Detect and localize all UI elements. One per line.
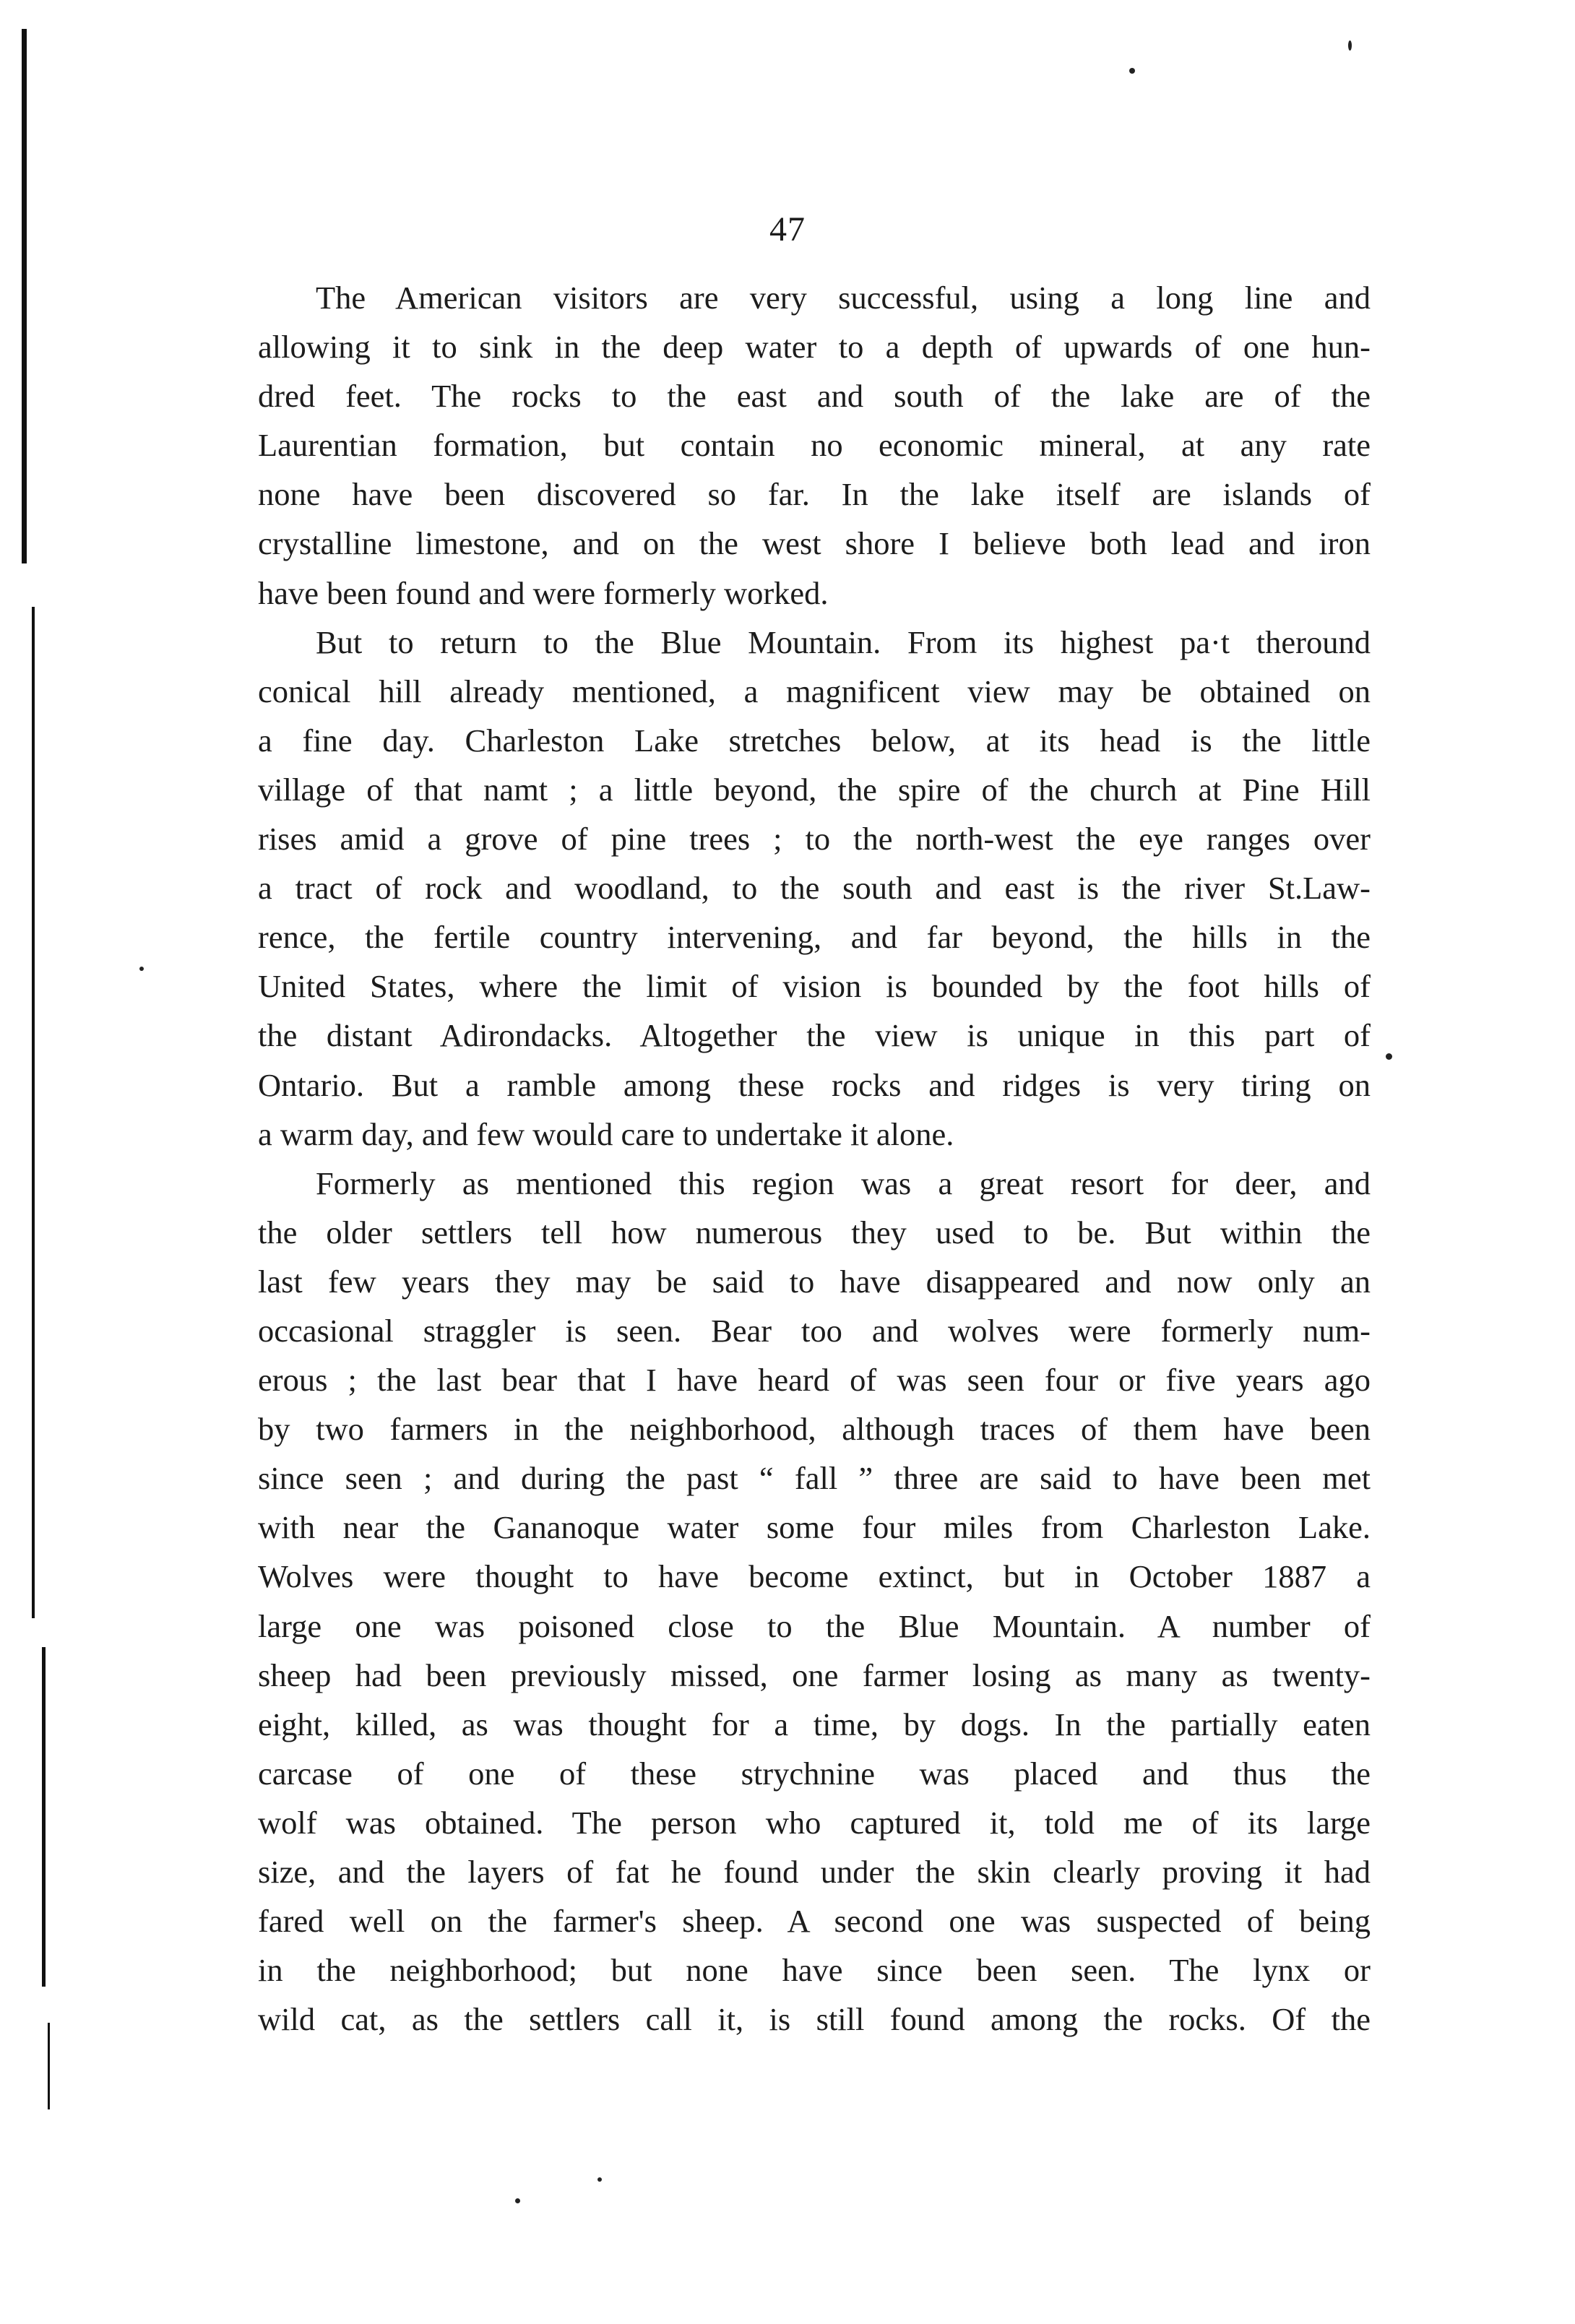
scan-edge-mark bbox=[22, 29, 27, 563]
scan-speck bbox=[139, 967, 144, 971]
text-line: conical hill already mentioned, a magnificent view may be obtained on bbox=[258, 673, 1371, 709]
scan-speck bbox=[1129, 68, 1135, 74]
text-line: Ontario. But a ramble among these rocks and ridges is very tiring on bbox=[258, 1066, 1371, 1103]
text-line: Laurentian formation, but contain no economic mineral, at any rate bbox=[258, 427, 1371, 464]
text-line: wolf was obtained. The person who captured it, told me of its large bbox=[258, 1804, 1371, 1841]
scan-edge-mark bbox=[48, 2023, 50, 2109]
text-line: rence, the fertile country intervening, and far beyond, the hills in the bbox=[258, 919, 1371, 956]
body-text bbox=[258, 273, 1371, 2044]
text-line: a tract of rock and woodland, to the south and east is the river St.Law- bbox=[258, 870, 1371, 907]
text-line: none have been discovered so far. In the lake itself are islands of bbox=[258, 476, 1371, 513]
scan-speck bbox=[597, 2177, 602, 2182]
text-line: the older settlers tell how numerous they used to be. But within the bbox=[258, 1214, 1371, 1250]
text-line: United States, where the limit of vision is bounded by the foot hills of bbox=[258, 968, 1371, 1005]
text-line: village of that namt ; a little beyond, the spire of the church at Pine Hill bbox=[258, 771, 1371, 808]
text-line: wild cat, as the settlers call it, is still found among the rocks. Of the bbox=[258, 2001, 1371, 2038]
scan-speck bbox=[1386, 1053, 1392, 1060]
text-line: carcase of one of these strychnine was placed and thus the bbox=[258, 1755, 1371, 1792]
text-line: sheep had been previously missed, one farmer losing as many as twenty- bbox=[258, 1656, 1371, 1693]
text-line: But to return to the Blue Mountain. From its highest pa·t theround bbox=[316, 623, 1371, 660]
text-line: rises amid a grove of pine trees ; to the north-west the eye ranges over bbox=[258, 821, 1371, 858]
scan-speck bbox=[515, 2198, 520, 2203]
text-line: last few years they may be said to have disappeared and now only an bbox=[258, 1263, 1371, 1300]
text-line: occasional straggler is seen. Bear too and wolves were formerly num- bbox=[258, 1312, 1371, 1349]
scan-edge-mark bbox=[32, 607, 35, 1618]
scan-edge-mark bbox=[42, 1647, 46, 1987]
text-line: Wolves were thought to have become extinct, but in October 1887 a bbox=[258, 1558, 1371, 1595]
text-line: eight, killed, as was thought for a time, by dogs. In the partially eaten bbox=[258, 1706, 1371, 1742]
text-line: The American visitors are very successful, using a long line and bbox=[316, 280, 1371, 316]
scan-speck bbox=[1348, 40, 1352, 51]
text-line: erous ; the last bear that I have heard of was seen four or five years ago bbox=[258, 1362, 1371, 1399]
text-line: since seen ; and during the past “ fall ” three are said to have been met bbox=[258, 1460, 1371, 1497]
page-number: 47 bbox=[769, 210, 806, 249]
text-line: allowing it to sink in the deep water to a depth of upwards of one hun- bbox=[258, 329, 1371, 366]
text-line: a fine day. Charleston Lake stretches below, at its head is the little bbox=[258, 722, 1371, 759]
text-line: the distant Adirondacks. Altogether the view is unique in this part of bbox=[258, 1017, 1371, 1054]
text-line: by two farmers in the neighborhood, although traces of them have been bbox=[258, 1411, 1371, 1448]
text-line: fared well on the farmer's sheep. A second one was suspected of being bbox=[258, 1903, 1371, 1940]
text-line: Formerly as mentioned this region was a great resort for deer, and bbox=[316, 1165, 1371, 1201]
text-line: size, and the layers of fat he found under the skin clearly proving it had bbox=[258, 1854, 1371, 1890]
text-line: in the neighborhood; but none have since been seen. The lynx or bbox=[258, 1952, 1371, 1989]
text-line: have been found and were formerly worked. bbox=[258, 574, 829, 611]
text-line: dred feet. The rocks to the east and south of the lake are of the bbox=[258, 378, 1371, 415]
text-line: large one was poisoned close to the Blue Mountain. A number of bbox=[258, 1607, 1371, 1644]
text-line: a warm day, and few would care to undertake it alone. bbox=[258, 1115, 954, 1152]
text-line: crystalline limestone, and on the west shore I believe both lead and iron bbox=[258, 525, 1371, 562]
text-line: with near the Gananoque water some four miles from Charleston Lake. bbox=[258, 1509, 1371, 1546]
